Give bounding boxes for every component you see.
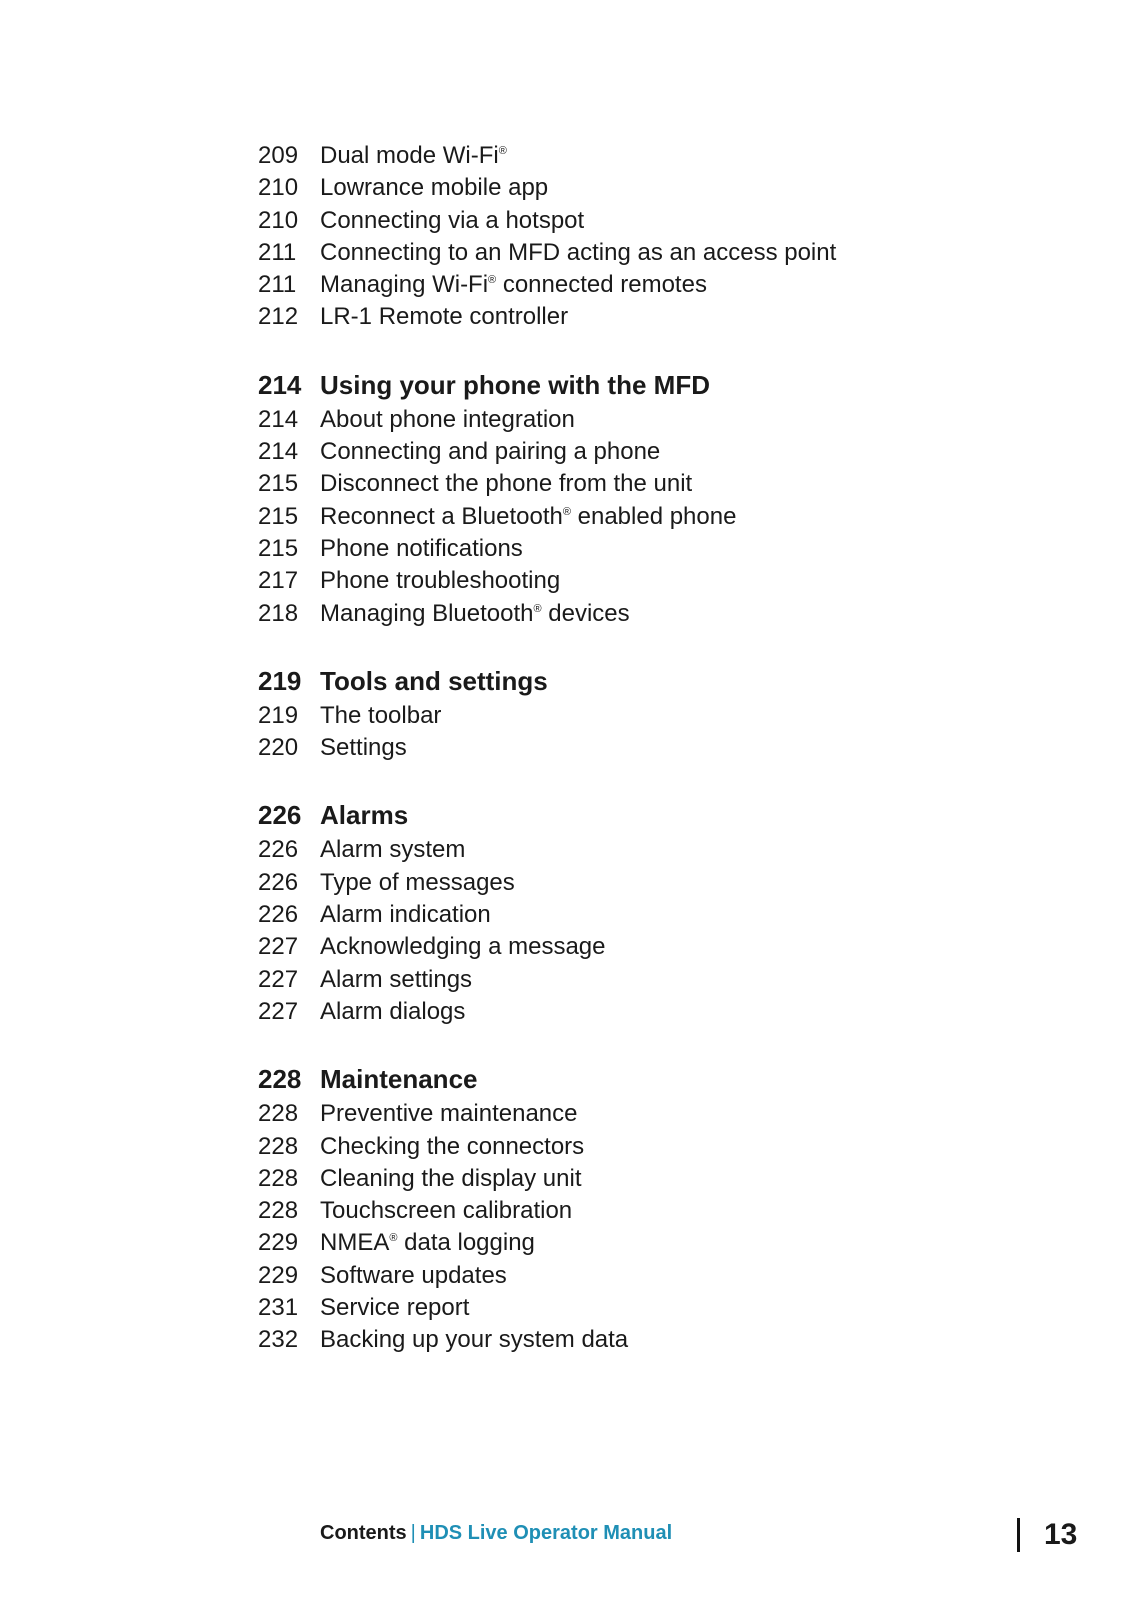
footer-manual-title: HDS Live Operator Manual xyxy=(419,1522,673,1544)
toc-entry-title: Reconnect a Bluetooth® enabled phone xyxy=(320,502,737,530)
toc-entry-title: Cleaning the display unit xyxy=(320,1164,582,1192)
toc-entry-page: 229 xyxy=(258,1261,299,1289)
footer-section-label: Contents xyxy=(320,1522,407,1544)
toc-section-title: Using your phone with the MFD xyxy=(320,369,710,400)
page-footer xyxy=(320,1522,672,1545)
toc-entry-title: Backing up your system data xyxy=(320,1326,629,1354)
registered-mark: ® xyxy=(562,505,571,518)
toc-entry-title: Managing Wi-Fi® connected remotes xyxy=(320,271,707,299)
toc-entry[interactable] xyxy=(258,1131,1018,1163)
toc-entry[interactable] xyxy=(258,468,1018,500)
toc-entry-title: LR-1 Remote controller xyxy=(320,303,569,331)
toc-entry-page: 231 xyxy=(258,1294,299,1322)
toc-entry[interactable] xyxy=(258,1292,1018,1324)
toc-entry-page: 209 xyxy=(258,142,299,169)
toc-entry-title: Dual mode Wi-Fi® xyxy=(320,142,507,169)
toc-entry-title: Managing Bluetooth® devices xyxy=(320,599,630,627)
toc-entry-title: Connecting via a hotspot xyxy=(320,206,585,234)
toc-entry[interactable] xyxy=(258,1260,1018,1292)
toc-entry-title: Connecting and pairing a phone xyxy=(320,438,661,466)
toc-entry-page: 220 xyxy=(258,734,299,762)
toc-entry[interactable] xyxy=(258,964,1018,996)
toc-entry[interactable] xyxy=(258,1163,1018,1195)
toc-entry-title: Connecting to an MFD acting as an access point xyxy=(320,238,837,266)
toc-entry-page: 215 xyxy=(258,534,299,562)
toc-entry-page: 226 xyxy=(258,901,299,929)
toc-entry-page: 215 xyxy=(258,502,299,530)
toc-entry-page: 226 xyxy=(258,868,299,896)
toc-entry-page: 210 xyxy=(258,206,299,234)
toc-entry-page: 227 xyxy=(258,997,299,1025)
toc-entry[interactable] xyxy=(258,1098,1018,1130)
toc-entry-page: 228 xyxy=(258,1197,299,1225)
intro-entries xyxy=(258,140,1018,334)
toc-entry-page: 227 xyxy=(258,933,299,961)
toc-entry[interactable] xyxy=(258,301,1018,333)
toc-entry-page: 212 xyxy=(258,303,299,331)
toc-entry-title: Lowrance mobile app xyxy=(320,174,549,202)
toc-entry-title: Type of messages xyxy=(320,868,515,896)
toc-entry[interactable] xyxy=(258,732,1018,764)
toc-entry[interactable] xyxy=(258,140,1018,172)
toc-entry[interactable] xyxy=(258,996,1018,1028)
toc-entry-page: 210 xyxy=(258,174,299,202)
toc-entry-page: 228 xyxy=(258,1132,299,1160)
table-of-contents xyxy=(258,140,1018,1357)
toc-section-alarms xyxy=(258,796,1018,1028)
toc-entry-page: 214 xyxy=(258,405,299,433)
toc-entry-page: 229 xyxy=(258,1229,299,1257)
toc-entry-title: Alarm settings xyxy=(320,965,473,993)
toc-entry[interactable] xyxy=(258,501,1018,533)
toc-entry-page: 232 xyxy=(258,1326,299,1354)
toc-entry-page: 219 xyxy=(258,701,299,729)
toc-section-page: 219 xyxy=(258,665,302,696)
toc-entry-title: Phone notifications xyxy=(320,534,523,562)
toc-entry-page: 218 xyxy=(258,599,299,627)
toc-entry[interactable] xyxy=(258,834,1018,866)
toc-entry[interactable] xyxy=(258,237,1018,269)
toc-entry-page: 227 xyxy=(258,965,299,993)
toc-entry-page: 214 xyxy=(258,438,299,466)
toc-entry-title: Alarm indication xyxy=(320,901,491,929)
toc-entry[interactable] xyxy=(258,899,1018,931)
toc-section-title: Maintenance xyxy=(320,1064,478,1095)
toc-entry[interactable] xyxy=(258,172,1018,204)
toc-entry-title: Disconnect the phone from the unit xyxy=(320,470,693,498)
toc-entry-title: Alarm system xyxy=(320,836,466,864)
toc-entry[interactable] xyxy=(258,1324,1018,1356)
toc-entry[interactable] xyxy=(258,269,1018,301)
toc-entry-title: NMEA® data logging xyxy=(320,1229,535,1257)
toc-entry-title: Service report xyxy=(320,1294,470,1322)
toc-section-title: Alarms xyxy=(320,800,409,831)
toc-entry-title: Acknowledging a message xyxy=(320,933,606,961)
toc-section-page: 226 xyxy=(258,800,302,831)
toc-entry-page: 211 xyxy=(258,238,297,266)
footer-separator: | xyxy=(410,1522,416,1544)
page-number-divider xyxy=(1017,1518,1020,1552)
registered-mark: ® xyxy=(498,145,507,157)
toc-entry[interactable] xyxy=(258,436,1018,468)
toc-entry[interactable] xyxy=(258,205,1018,237)
page-number: 13 xyxy=(1044,1518,1078,1551)
toc-entry-title: Preventive maintenance xyxy=(320,1100,578,1128)
toc-entry-title: Checking the connectors xyxy=(320,1132,585,1160)
registered-mark: ® xyxy=(389,1232,398,1245)
registered-mark: ® xyxy=(533,602,542,615)
toc-entry[interactable] xyxy=(258,931,1018,963)
toc-section-page: 214 xyxy=(258,369,302,400)
toc-entry-page: 228 xyxy=(258,1164,299,1192)
toc-entry[interactable] xyxy=(258,700,1018,732)
toc-section-heading[interactable] xyxy=(258,796,1018,834)
toc-section-heading[interactable] xyxy=(258,662,1018,700)
toc-entry-page: 228 xyxy=(258,1100,299,1128)
toc-section-tools xyxy=(258,662,1018,765)
toc-entry-title: Alarm dialogs xyxy=(320,997,466,1025)
toc-entry-page: 226 xyxy=(258,836,299,864)
toc-entry-page: 217 xyxy=(258,567,299,595)
toc-section-page: 228 xyxy=(258,1064,302,1095)
toc-section-heading[interactable] xyxy=(258,1060,1018,1098)
toc-entry[interactable] xyxy=(258,598,1018,630)
toc-entry[interactable] xyxy=(258,533,1018,565)
registered-mark: ® xyxy=(488,274,497,287)
toc-entry-title: About phone integration xyxy=(320,405,575,433)
toc-entry-title: Phone troubleshooting xyxy=(320,567,561,595)
toc-entry-title: Settings xyxy=(320,734,407,762)
toc-entry[interactable] xyxy=(258,1227,1018,1259)
toc-entry-title: Software updates xyxy=(320,1261,507,1289)
toc-section-maintenance xyxy=(258,1060,1018,1356)
toc-entry-title: Touchscreen calibration xyxy=(320,1197,573,1225)
toc-entry-title: The toolbar xyxy=(320,701,442,729)
toc-entry[interactable] xyxy=(258,404,1018,436)
toc-entry-page: 211 xyxy=(258,271,297,299)
toc-section-phone xyxy=(258,366,1018,630)
toc-entry[interactable] xyxy=(258,867,1018,899)
toc-section-title: Tools and settings xyxy=(320,665,548,696)
toc-entry[interactable] xyxy=(258,565,1018,597)
toc-section-heading[interactable] xyxy=(258,366,1018,404)
toc-entry-page: 215 xyxy=(258,470,299,498)
toc-entry[interactable] xyxy=(258,1195,1018,1227)
